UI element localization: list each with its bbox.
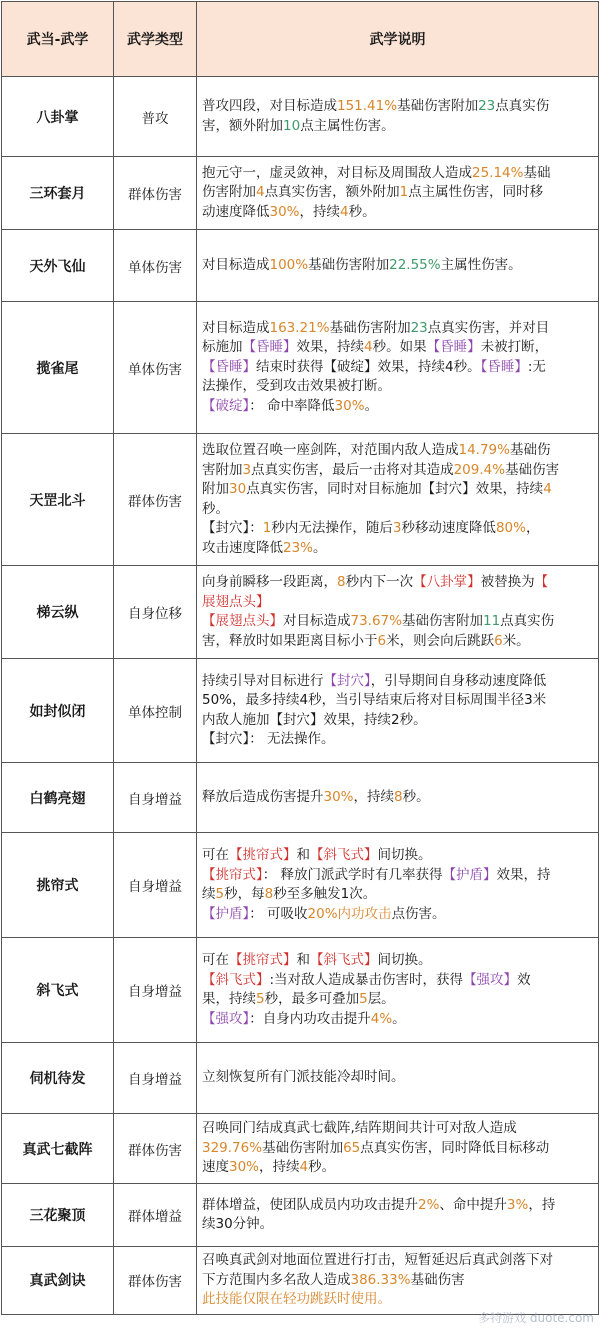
highlighted-value: 此技能仅限在轻功跳跃时使用。 xyxy=(202,1291,391,1307)
description-line xyxy=(202,338,594,358)
highlighted-value: 22.55% xyxy=(389,256,441,273)
table-row xyxy=(2,659,599,763)
table-row xyxy=(2,157,599,230)
description-text: 释放后造成伤害提升 xyxy=(202,788,324,805)
description-text: ， xyxy=(525,520,540,536)
highlighted-value: 【斜飞式】 xyxy=(310,952,378,968)
skill-name: 伺机待发 xyxy=(2,1043,114,1114)
highlighted-value: 8 xyxy=(394,788,403,805)
highlighted-value: 【斜飞式】 xyxy=(310,847,378,863)
description-text: :无 xyxy=(527,358,546,375)
description-text: 基础伤害附加 xyxy=(329,319,411,336)
description-text: 【封穴】： 无法操作。 xyxy=(202,731,335,747)
description-line xyxy=(202,183,594,203)
highlighted-value: 【昏睡】 xyxy=(480,358,528,375)
description-text: 抱元守一，虚灵敛神，对目标及周围敌人造成 xyxy=(202,164,472,181)
highlighted-value: 14.79% xyxy=(458,442,510,458)
highlighted-value: 30% xyxy=(323,788,354,805)
description-line xyxy=(202,500,594,520)
description-line xyxy=(202,1139,594,1159)
skill-type: 群体伤害 xyxy=(114,157,197,230)
skill-description xyxy=(197,659,599,763)
skill-description xyxy=(197,566,599,659)
description-text: 对目标造成 xyxy=(202,319,270,336)
highlighted-value: 8 xyxy=(337,574,346,590)
highlighted-value: 23 xyxy=(410,319,428,336)
description-line xyxy=(202,203,594,223)
description-text: 点真实伤害，最后一击将对其造成 xyxy=(251,461,454,478)
description-text: 、命中提升 xyxy=(439,1196,507,1213)
skill-name: 揽雀尾 xyxy=(2,302,114,434)
description-line xyxy=(202,97,594,117)
skill-type: 群体伤害 xyxy=(114,1114,197,1184)
description-text: 攻击速度降低 xyxy=(202,539,283,556)
skill-description xyxy=(197,833,599,938)
description-text: 可在 xyxy=(202,847,229,863)
table-row xyxy=(2,302,599,434)
description-text: 基础伤 xyxy=(509,442,551,458)
highlighted-value: 73.67% xyxy=(350,613,402,629)
description-line xyxy=(202,672,594,692)
description-text: 基础 xyxy=(523,164,551,181)
highlighted-value: 23% xyxy=(283,539,314,556)
skill-type: 群体伤害 xyxy=(114,434,197,566)
skill-description xyxy=(197,1114,599,1184)
table-row xyxy=(2,1043,599,1114)
description-line xyxy=(202,593,594,613)
description-text: ，引导期间自身移动速度降低 xyxy=(370,672,547,689)
description-line xyxy=(202,319,594,339)
description-text: 向身前瞬移一段距离， xyxy=(202,574,337,590)
description-line xyxy=(202,117,594,137)
highlighted-value: 386.33% xyxy=(350,1271,411,1288)
table-row xyxy=(2,434,599,566)
description-line xyxy=(202,1290,594,1310)
table-row xyxy=(2,1184,599,1247)
highlighted-value: 100% xyxy=(269,256,309,273)
highlighted-value: 【强攻】 xyxy=(463,971,518,988)
skill-name: 斜飞式 xyxy=(2,938,114,1043)
description-text: 召唤同门结成真武七截阵,结阵期间共计可对敌人造成 xyxy=(202,1120,517,1137)
watermark: 多特游戏 duote.com xyxy=(478,1311,594,1325)
description-line xyxy=(202,480,594,500)
highlighted-value: 【八卦掌】 xyxy=(413,574,481,590)
skill-description xyxy=(197,1184,599,1247)
description-text: 续30分钟。 xyxy=(202,1216,274,1232)
description-text: :当对敌人造成暴击伤害时，获得 xyxy=(269,971,464,988)
highlighted-value: 5 xyxy=(256,991,265,1007)
description-text: ，持续 xyxy=(299,203,341,220)
highlighted-value: 5 xyxy=(359,991,368,1007)
description-text: 秒。 xyxy=(308,1159,336,1176)
description-text: ，持 xyxy=(528,1196,556,1213)
skill-name: 三花聚顶 xyxy=(2,1184,114,1247)
skill-type: 单体控制 xyxy=(114,659,197,763)
description-text: 点真实伤 xyxy=(495,98,550,114)
description-text: 和 xyxy=(296,847,310,863)
description-line xyxy=(202,632,594,652)
skill-description xyxy=(197,230,599,302)
description-text: 立刻恢复所有门派技能冷却时间。 xyxy=(202,1069,405,1086)
table-row xyxy=(2,833,599,938)
description-text: 点真实伤害，同时对目标施加【封穴】效果，持续 xyxy=(246,481,544,497)
highlighted-value: 【昏睡】 xyxy=(202,358,256,375)
description-text: 秒，每 xyxy=(224,886,265,902)
highlighted-value: 【展翅点头】 xyxy=(202,613,283,629)
description-text: 基础伤害 xyxy=(410,1271,465,1288)
highlighted-value: 4 xyxy=(340,203,349,220)
description-text: 选取位置召唤一座剑阵，对范围内敌人造成 xyxy=(202,442,459,458)
description-text: 点主属性伤害。 xyxy=(300,117,395,134)
highlighted-value: 【护盾】 xyxy=(442,866,497,883)
description-text: 点真实伤害，并对目 xyxy=(427,319,550,336)
description-text: 害，释放时如果距离目标小于 xyxy=(202,632,378,649)
highlighted-value: 3 xyxy=(392,520,402,536)
description-line xyxy=(202,377,594,397)
description-text: 层。 xyxy=(367,991,395,1007)
description-text: 和 xyxy=(296,952,310,968)
highlighted-value: 25.14% xyxy=(472,164,524,181)
description-text: ：自身内功攻击提升 xyxy=(249,1010,371,1027)
highlighted-value: 10 xyxy=(283,117,301,134)
description-line xyxy=(202,1215,594,1235)
description-text: 点真实伤 xyxy=(500,613,555,629)
highlighted-value: 30% xyxy=(229,1159,260,1176)
description-text: 可在 xyxy=(202,952,229,968)
description-text: 米，则会向后跳跃 xyxy=(386,632,495,649)
description-text: ，持续 xyxy=(353,788,395,805)
table-row xyxy=(2,230,599,302)
description-line xyxy=(202,164,594,184)
highlighted-value: 【挑帘式】 xyxy=(229,847,297,863)
skill-name: 天罡北斗 xyxy=(2,434,114,566)
skill-description xyxy=(197,938,599,1043)
description-text: 秒至多触发1次。 xyxy=(273,886,377,902)
table-row xyxy=(2,1114,599,1184)
skill-type: 单体伤害 xyxy=(114,230,197,302)
description-line xyxy=(202,885,594,905)
skill-name: 八卦掌 xyxy=(2,77,114,157)
highlighted-value: 6 xyxy=(377,632,387,649)
highlighted-value: 3% xyxy=(506,1196,529,1213)
description-text: 。 xyxy=(313,539,327,556)
description-line xyxy=(202,573,594,593)
highlighted-value: 4 xyxy=(256,184,265,201)
skill-type: 自身位移 xyxy=(114,566,197,659)
table-row xyxy=(2,566,599,659)
skill-type: 自身增益 xyxy=(114,833,197,938)
description-text: 续 xyxy=(202,886,216,902)
martial-arts-table xyxy=(1,1,599,1315)
description-line xyxy=(202,1196,594,1216)
description-text: 秒移动速度降低 xyxy=(401,520,496,536)
skill-description xyxy=(197,77,599,157)
description-text: 害附加 xyxy=(202,461,243,478)
description-text: 附加 xyxy=(202,481,229,497)
description-line xyxy=(202,951,594,971)
description-text: 未被打断， xyxy=(480,339,549,356)
table-row xyxy=(2,763,599,833)
skill-type: 自身增益 xyxy=(114,938,197,1043)
description-line xyxy=(202,846,594,866)
description-line xyxy=(202,539,594,559)
description-line xyxy=(202,397,594,417)
description-line xyxy=(202,788,594,808)
table-row xyxy=(2,938,599,1043)
description-line xyxy=(202,461,594,481)
header-school-skill: 武当-武学 xyxy=(2,2,114,77)
skill-type: 单体伤害 xyxy=(114,302,197,434)
highlighted-value: 5 xyxy=(215,886,225,902)
skill-description xyxy=(197,157,599,230)
description-text: 秒内无法操作，随后 xyxy=(271,520,393,536)
description-text: 主属性伤害。 xyxy=(440,256,522,273)
header-row xyxy=(2,2,599,77)
description-text: 伤害附加 xyxy=(202,184,256,201)
description-text: ： 释放门派武学时有几率获得 xyxy=(262,866,443,883)
highlighted-value: 151.41% xyxy=(337,98,398,114)
description-text: 效果，持 xyxy=(496,866,551,883)
skill-type: 普攻 xyxy=(114,77,197,157)
description-text: 法操作，受到攻击效果被打断。 xyxy=(202,378,391,395)
description-text: 持续引导对目标进行 xyxy=(202,672,324,689)
description-text: 点主属性伤害，同时移 xyxy=(408,184,544,201)
description-line xyxy=(202,519,594,539)
header-skill-type: 武学类型 xyxy=(114,2,197,77)
description-line xyxy=(202,1068,594,1088)
description-text: 果，持续 xyxy=(202,991,256,1007)
description-line xyxy=(202,256,594,276)
description-text: ： 可吸收 xyxy=(249,905,308,922)
highlighted-value: 30% xyxy=(269,203,300,220)
highlighted-value: 6 xyxy=(494,632,503,649)
description-text: 基础伤害附加 xyxy=(397,98,479,114)
description-text: 间切换。 xyxy=(377,847,432,863)
skill-type: 群体增益 xyxy=(114,1184,197,1247)
description-text: 基础伤害 xyxy=(505,461,560,478)
skill-description xyxy=(197,1247,599,1315)
highlighted-value: 30% xyxy=(334,397,365,414)
highlighted-value: 【强攻】 xyxy=(202,1010,250,1027)
description-text: 50%，最多持续4秒，当引导结束后将对目标周围半径3米 xyxy=(202,692,547,708)
description-line xyxy=(202,691,594,711)
skill-description xyxy=(197,763,599,833)
highlighted-value: 【斜飞式】 xyxy=(202,971,270,988)
highlighted-value: 【挑帘式】 xyxy=(202,866,263,883)
skill-type: 自身增益 xyxy=(114,763,197,833)
highlighted-value: 3 xyxy=(242,461,252,478)
skill-type: 自身增益 xyxy=(114,1043,197,1114)
skill-name: 真武七截阵 xyxy=(2,1114,114,1184)
highlighted-value: 209.4% xyxy=(453,461,506,478)
description-text: ： 命中率降低 xyxy=(249,397,335,414)
description-text: 。 xyxy=(392,1010,406,1027)
description-text: 秒。 xyxy=(202,500,229,517)
header-skill-description: 武学说明 xyxy=(197,2,599,77)
highlighted-value: 【昏睡】 xyxy=(242,339,297,356)
highlighted-value: 1 xyxy=(399,184,409,201)
description-text: 普攻四段，对目标造成 xyxy=(202,98,337,114)
description-line xyxy=(202,1271,594,1291)
description-text: 米。 xyxy=(502,632,530,649)
description-text: 下方范围内多名敌人造成 xyxy=(202,1271,351,1288)
description-line xyxy=(202,612,594,632)
description-text: 速度 xyxy=(202,1159,229,1176)
description-text: 动速度降低 xyxy=(202,203,270,220)
highlighted-value: 【昏睡】 xyxy=(426,339,481,356)
description-text: 效 xyxy=(517,971,531,988)
description-text: 基础伤害附加 xyxy=(401,613,483,629)
highlighted-value: 4% xyxy=(370,1010,393,1027)
description-text: 秒。 xyxy=(348,203,376,220)
description-text: 点真实伤害，额外附加 xyxy=(264,184,400,201)
highlighted-value: 329.76% xyxy=(202,1139,263,1156)
skill-description xyxy=(197,434,599,566)
description-line xyxy=(202,1158,594,1178)
description-text: 秒。如果 xyxy=(372,339,427,356)
highlighted-value: 【破绽】 xyxy=(202,397,250,414)
description-line xyxy=(202,971,594,991)
description-line xyxy=(202,1251,594,1271)
description-line xyxy=(202,990,594,1010)
skill-name: 真武剑诀 xyxy=(2,1247,114,1315)
description-text: 对目标造成 xyxy=(283,613,351,629)
highlighted-value: 2% xyxy=(418,1196,440,1213)
description-text: 标施加 xyxy=(202,339,243,356)
highlighted-value: 【封穴】 xyxy=(323,672,371,689)
description-text: 。 xyxy=(364,397,379,414)
description-text: 基础伤害附加 xyxy=(308,256,390,273)
description-text: 秒内下一次 xyxy=(345,574,414,590)
highlighted-value: 20%内功攻击 xyxy=(307,905,392,922)
description-text: 召唤真武剑对地面位置进行打击，短暂延迟后真武剑落下对 xyxy=(202,1252,553,1268)
table-row xyxy=(2,1247,599,1315)
skill-name: 梯云纵 xyxy=(2,566,114,659)
description-text: 点真实伤害，同时降低目标移动 xyxy=(360,1139,550,1156)
skill-name: 挑帘式 xyxy=(2,833,114,938)
skill-description xyxy=(197,302,599,434)
description-text: 害，额外附加 xyxy=(202,117,283,134)
skill-name: 白鹤亮翅 xyxy=(2,763,114,833)
description-line xyxy=(202,441,594,461)
description-text: 效果，持续 xyxy=(296,339,364,356)
description-text: 基础伤害附加 xyxy=(262,1139,344,1156)
description-line xyxy=(202,905,594,925)
description-text: 对目标造成 xyxy=(202,256,270,273)
highlighted-value: 【挑帘式】 xyxy=(229,952,297,968)
highlighted-value: 65 xyxy=(343,1139,361,1156)
description-text: ，持续 xyxy=(259,1159,300,1176)
highlighted-value: 【 xyxy=(534,574,549,590)
highlighted-value: 4 xyxy=(364,339,373,356)
highlighted-value: 展翅点头】 xyxy=(202,593,270,610)
description-line xyxy=(202,866,594,886)
description-text: 被替换为 xyxy=(480,574,535,590)
highlighted-value: 【护盾】 xyxy=(202,905,250,922)
description-text: 群体增益，使团队成员内功攻击提升 xyxy=(202,1196,418,1213)
description-text: 结束时获得【破绽】效果，持续4秒。 xyxy=(256,358,481,375)
skill-description xyxy=(197,1043,599,1114)
description-line xyxy=(202,1119,594,1139)
skill-name: 天外飞仙 xyxy=(2,230,114,302)
highlighted-value: 4 xyxy=(543,481,552,497)
highlighted-value: 8 xyxy=(264,886,274,902)
highlighted-value: 4 xyxy=(299,1159,309,1176)
description-text: 【封穴】： xyxy=(202,520,263,536)
description-text: 点伤害。 xyxy=(391,905,446,922)
description-line xyxy=(202,1010,594,1030)
skill-name: 如封似闭 xyxy=(2,659,114,763)
description-text: 秒，最多可叠加 xyxy=(264,991,360,1007)
description-line xyxy=(202,358,594,378)
skill-name: 三环套月 xyxy=(2,157,114,230)
highlighted-value: 30 xyxy=(229,481,247,497)
highlighted-value: 163.21% xyxy=(269,319,330,336)
skill-type: 群体伤害 xyxy=(114,1247,197,1315)
description-line xyxy=(202,711,594,731)
description-text: 秒。 xyxy=(402,788,430,805)
table-row xyxy=(2,77,599,157)
highlighted-value: 1 xyxy=(262,520,272,536)
highlighted-value: 23 xyxy=(478,98,496,114)
description-line xyxy=(202,730,594,750)
description-text: 内敌人施加【封穴】效果，持续2秒。 xyxy=(202,711,427,728)
description-text: 间切换。 xyxy=(377,952,432,968)
highlighted-value: 80% xyxy=(495,520,526,536)
highlighted-value: 11 xyxy=(482,613,501,629)
